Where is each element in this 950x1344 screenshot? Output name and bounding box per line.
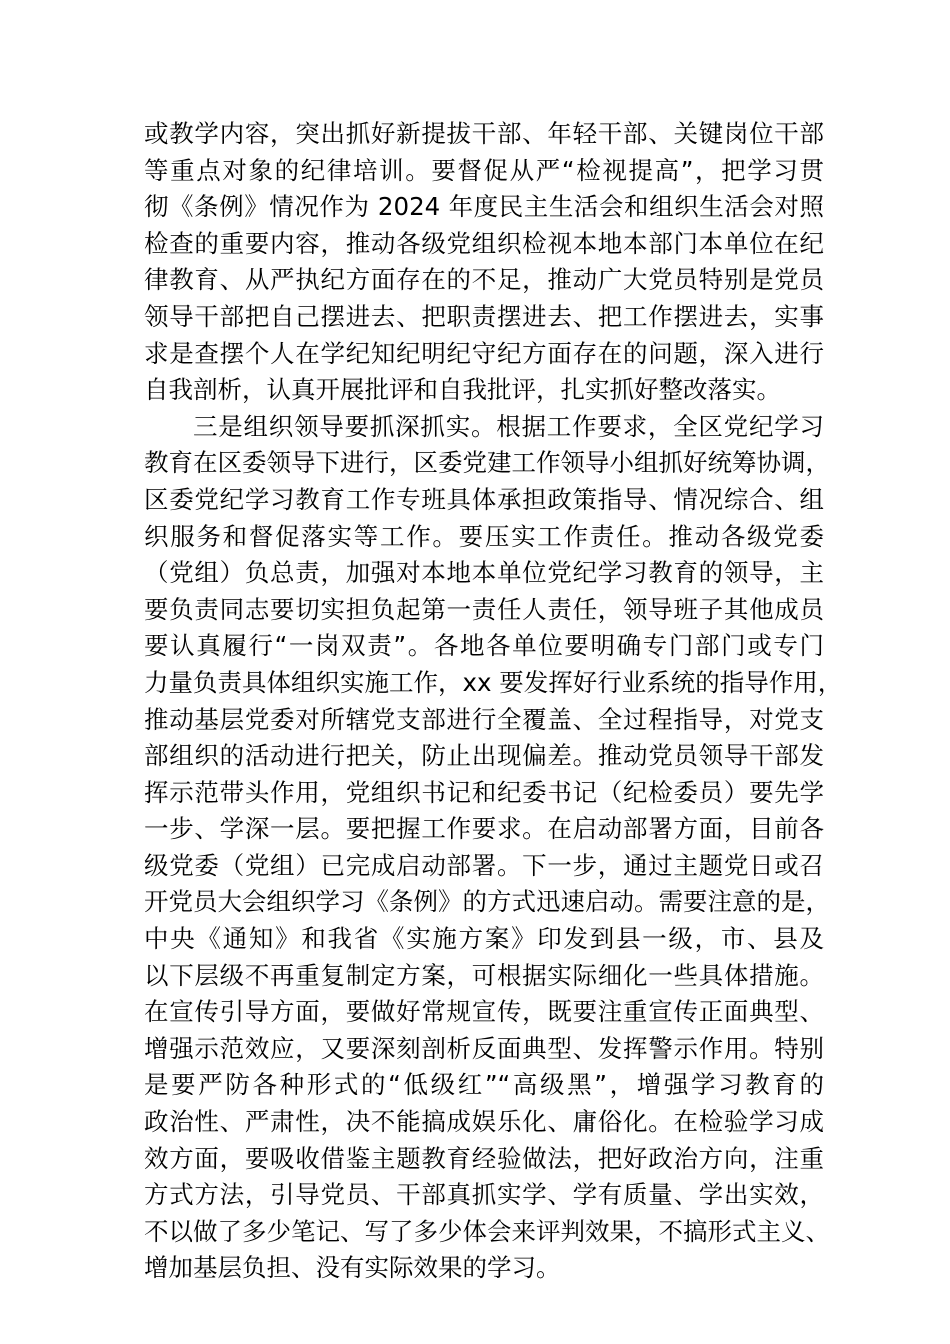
text-line: 教育在区委领导下进行，区委党建工作领导小组抓好统筹协调， xyxy=(144,448,830,478)
text-line: 开党员大会组织学习《条例》的方式迅速启动。需要注意的是， xyxy=(144,887,830,917)
text-line: 等重点对象的纪律培训。要督促从严“检视提高”，把学习贯 xyxy=(144,155,824,185)
text-line: 部组织的活动进行把关，防止出现偏差。推动党员领导干部发 xyxy=(144,741,824,771)
text-line: 律教育、从严执纪方面存在的不足，推动广大党员特别是党员 xyxy=(144,265,824,295)
text-line: 挥示范带头作用，党组织书记和纪委书记（纪检委员）要先学 xyxy=(144,777,824,807)
text-line: 以下层级不再重复制定方案，可根据实际细化一些具体措施。 xyxy=(144,960,824,990)
paragraph-1 xyxy=(144,116,824,409)
text-line: 推动基层党委对所辖党支部进行全覆盖、全过程指导，对党支 xyxy=(144,704,824,734)
paragraph-2 xyxy=(144,409,843,1287)
text-line: 三是组织领导要抓深抓实。根据工作要求，全区党纪学习 xyxy=(193,411,824,441)
text-line: 政治性、严肃性，决不能搞成娱乐化、庸俗化。在检验学习成 xyxy=(144,1107,824,1137)
text-line: 一步、学深一层。要把握工作要求。在启动部署方面，目前各 xyxy=(144,814,824,844)
text-line: 彻《条例》情况作为 2024 年度民主生活会和组织生活会对照 xyxy=(144,192,824,222)
text-line: 级党委（党组）已完成启动部署。下一步，通过主题党日或召 xyxy=(144,850,824,880)
text-line: 求是查摆个人在学纪知纪明纪守纪方面存在的问题，深入进行 xyxy=(144,338,824,368)
text-line: 领导干部把自己摆进去、把职责摆进去、把工作摆进去，实事 xyxy=(144,301,824,331)
text-line: 或教学内容，突出抓好新提拔干部、年轻干部、关键岗位干部 xyxy=(144,119,824,148)
text-line: 力量负责具体组织实施工作，xx 要发挥好行业系统的指导作用， xyxy=(144,667,843,697)
text-line: 是要严防各种形式的“低级红”“高级黑”，增强学习教育的 xyxy=(144,1070,824,1100)
text-line: 要认真履行“一岗双责”。各地各单位要明确专门部门或专门 xyxy=(144,631,824,661)
text-line: 自我剖析，认真开展批评和自我批评，扎实抓好整改落实。 xyxy=(144,375,781,405)
document-body xyxy=(144,116,843,1287)
text-line: 增强示范效应，又要深刻剖析反面典型、发挥警示作用。特别 xyxy=(144,1033,824,1063)
text-line: 区委党纪学习教育工作专班具体承担政策指导、情况综合、组 xyxy=(144,484,824,514)
text-line: 方式方法，引导党员、干部真抓实学、学有质量、学出实效， xyxy=(144,1180,824,1210)
text-line: 检查的重要内容，推动各级党组织检视本地本部门本单位在纪 xyxy=(144,228,824,258)
text-line: 增加基层负担、没有实际效果的学习。 xyxy=(144,1253,561,1283)
text-line: （党组）负总责，加强对本地本单位党纪学习教育的领导，主 xyxy=(144,558,824,588)
text-line: 不以做了多少笔记、写了多少体会来评判效果，不搞形式主义、 xyxy=(144,1216,830,1246)
text-line: 在宣传引导方面，要做好常规宣传，既要注重宣传正面典型、 xyxy=(144,997,824,1027)
text-line: 效方面，要吸收借鉴主题教育经验做法，把好政治方向，注重 xyxy=(144,1143,824,1173)
text-line: 中央《通知》和我省《实施方案》印发到县一级，市、县及 xyxy=(144,924,824,954)
text-line: 要负责同志要切实担负起第一责任人责任，领导班子其他成员 xyxy=(144,594,824,624)
text-line: 织服务和督促落实等工作。要压实工作责任。推动各级党委 xyxy=(144,521,824,551)
